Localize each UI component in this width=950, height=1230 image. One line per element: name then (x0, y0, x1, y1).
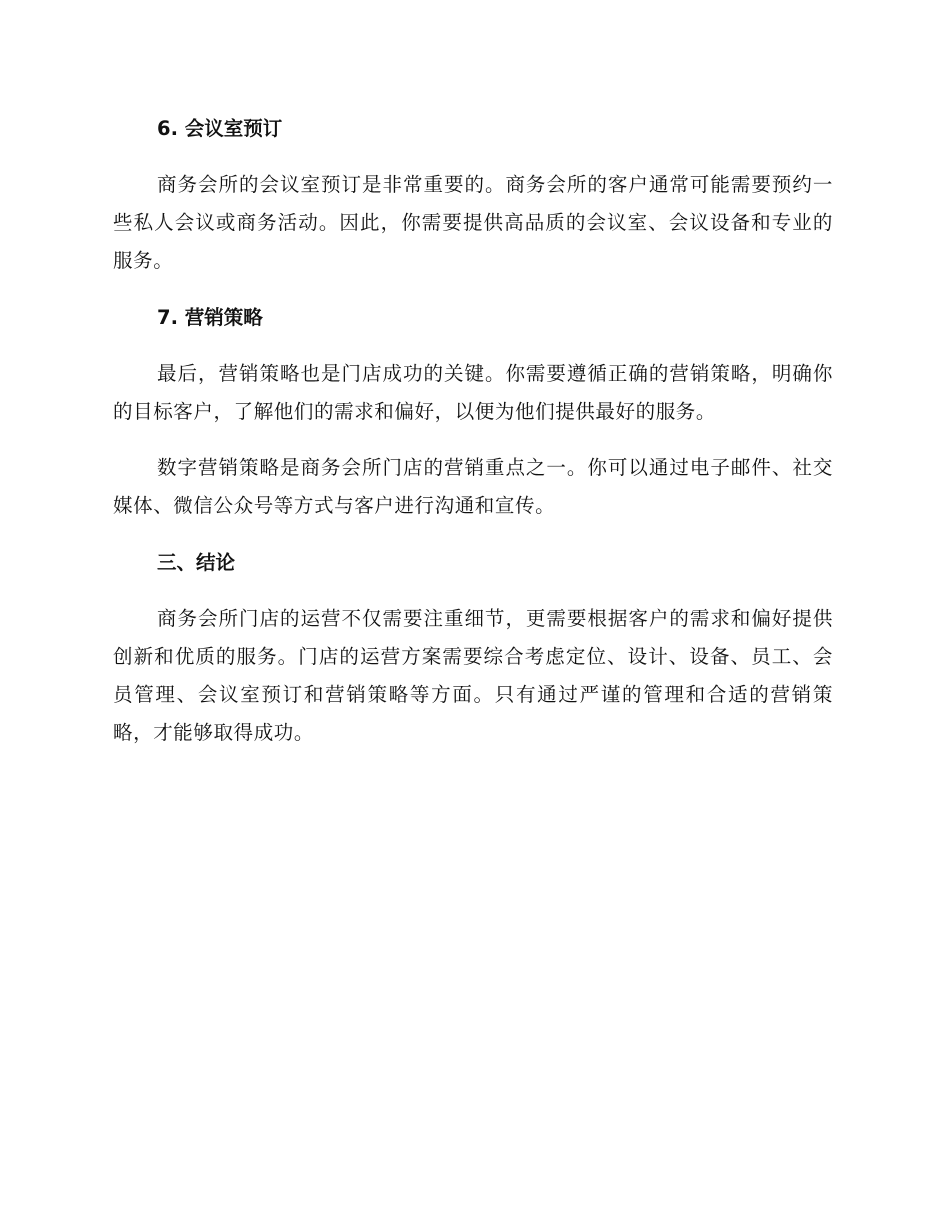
paragraph-conclusion: 商务会所门店的运营不仅需要注重细节，更需要根据客户的需求和偏好提供创新和优质的服务。门店的运营方案需要综合考虑定位、设计、设备、员工、会员管理、会议室预订和营销策略等方面。只有通过严谨的管理和合适的营销策略，才能够取得成功。 (113, 607, 833, 744)
section-heading-meeting-room: 6. 会议室预订 (157, 117, 283, 140)
paragraph-meeting-room: 商务会所的会议室预订是非常重要的。商务会所的客户通常可能需要预约一些私人会议或商务活动。因此，你需要提供高品质的会议室、会议设备和专业的服务。 (113, 173, 833, 272)
document-body (113, 110, 833, 752)
section-heading-marketing: 7. 营销策略 (157, 306, 263, 329)
paragraph-marketing-1: 最后，营销策略也是门店成功的关键。你需要遵循正确的营销策略，明确你的目标客户，了解他们的需求和偏好，以便为他们提供最好的服务。 (113, 362, 833, 423)
paragraph-marketing-2: 数字营销策略是商务会所门店的营销重点之一。你可以通过电子邮件、社交媒体、微信公众号等方式与客户进行沟通和宣传。 (113, 456, 833, 517)
section-heading-conclusion: 三、结论 (157, 551, 236, 574)
